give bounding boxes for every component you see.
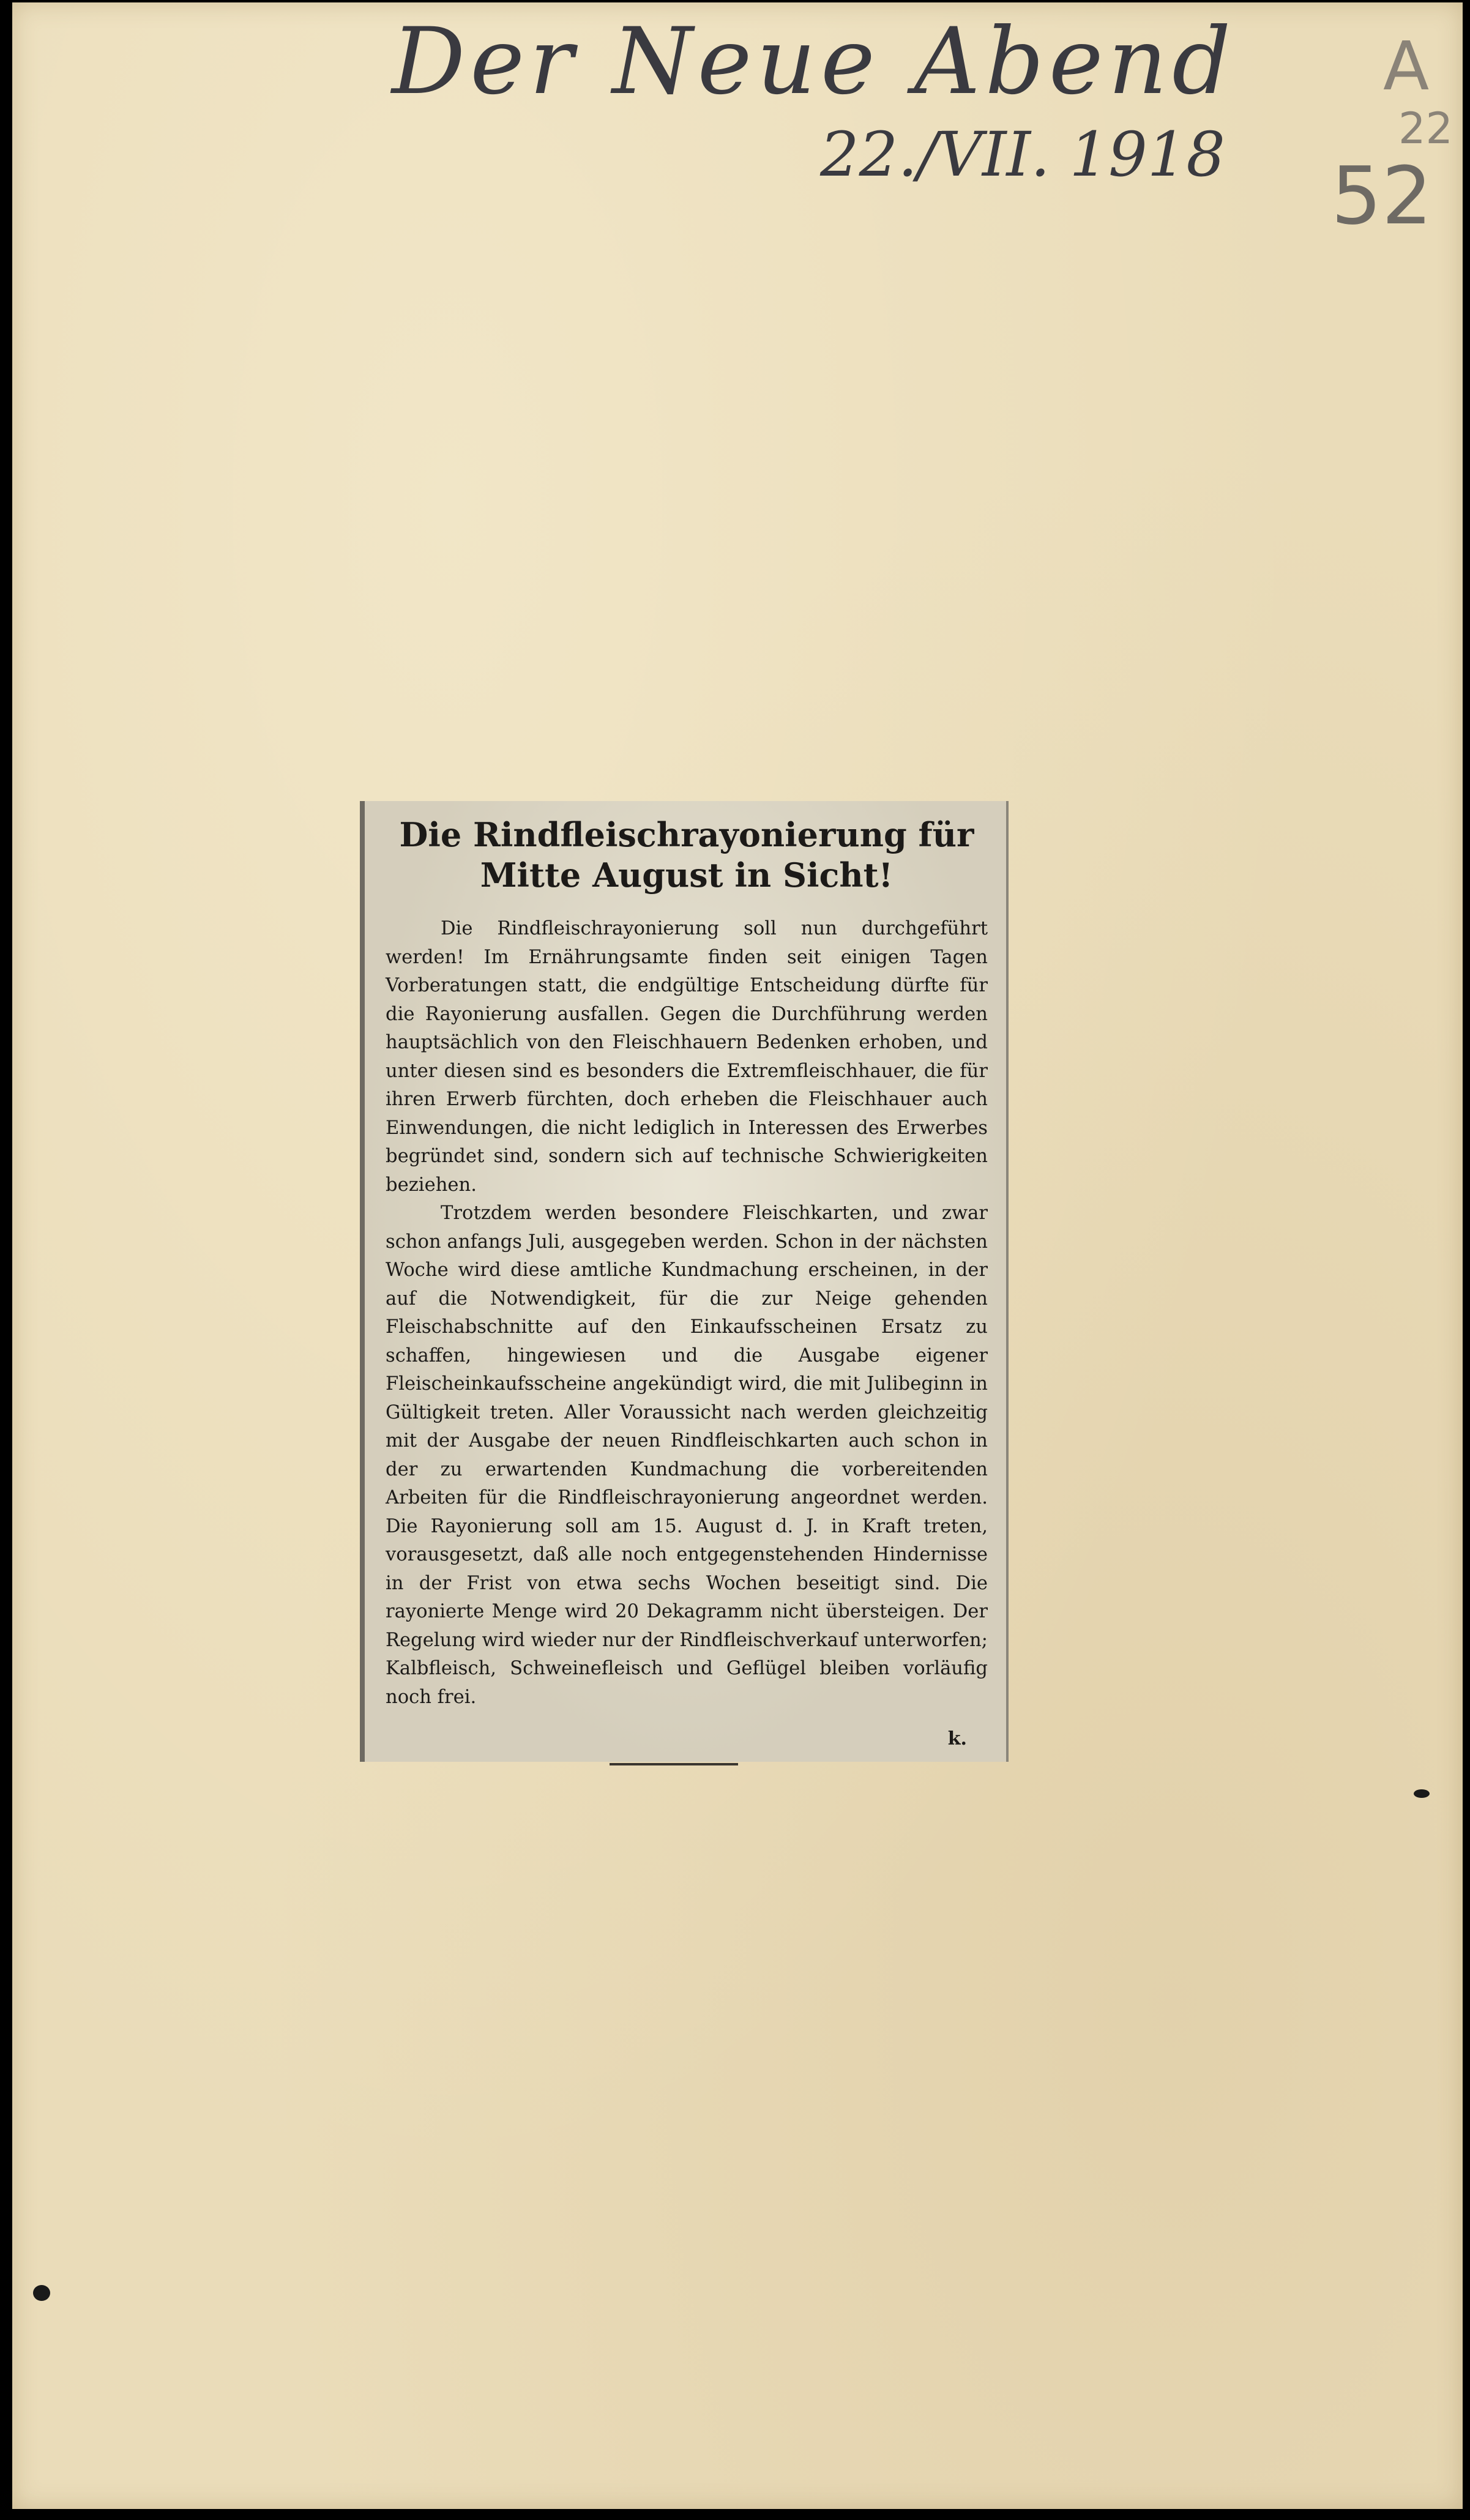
clipping-divider: [610, 1763, 738, 1765]
clipping-headline: Die Rindfleischrayonierung für Mitte August in Sicht!: [399, 815, 974, 895]
clipping-paragraph-2: Trotzdem werden besondere Fleischkarten, und zwar schon anfangs Juli, ausgegeben werden. Schon in der nächsten Woche wird diese amtliche Kundmachung erscheinen, in der auf die Notwendigkeit, für die zur Neige gehenden Fleischabschnitte auf den Einkaufsscheinen Ersatz zu schaffen, hingewiesen und die Ausgabe eigener Fleischeinkaufsscheine angekündigt wird, die mit Julibeginn in Gültigkeit treten. Aller Voraussicht nach werden gleichzeitig mit der Ausgabe der neuen Rindfleischkarten auch schon in der zu erwartenden Kundmachung die vorbereitenden Arbeiten für die Rindfleischrayonierung angeordnet werden. Die Rayonierung soll am 15. August d. J. in Kraft treten, vorausgesetzt, daß alle noch entgegenstehenden Hindernisse in der Frist von etwa sechs Wochen beseitigt sind. Die rayonierte Menge wird 20 Dekagramm nicht übersteigen. Der Regelung wird wieder nur der Rindfleischverkauf unterworfen; Kalbfleisch, Schweinefleisch und Geflügel bleiben vorläufig noch frei.: [386, 1202, 988, 1708]
paper-spot: [33, 2285, 50, 2301]
newspaper-clipping: [360, 801, 1009, 1762]
pencil-mark-number: 22: [1398, 103, 1453, 154]
clipping-signature: k.: [947, 1728, 967, 1750]
archive-sheet: [12, 2, 1463, 2509]
pencil-mark-letter: A: [1383, 27, 1430, 105]
handwritten-newspaper-title: Der Neue Abend: [392, 9, 1236, 115]
clipping-paragraph-1: Die Rindfleischrayonierung soll nun durchgeführt werden! Im Ernährungsamte finden seit einigen Tagen Vorberatungen statt, die endgültige Entscheidung dürfte für die Rayonierung ausfallen. Gegen die Durchführung werden hauptsächlich von den Fleischhauern Bedenken erhoben, und unter diesen sind es besonders die Extremfleischhauer, die für ihren Erwerb fürchten, doch erheben die Fleischhauer auch Einwendungen, die nicht lediglich in Interessen des Erwerbes begründet sind, sondern sich auf technische Schwierigkeiten beziehen.: [386, 918, 988, 1196]
paper-spot: [1414, 1789, 1430, 1798]
handwritten-date: 22./VII. 1918: [820, 119, 1226, 190]
pencil-folio-number: 52: [1331, 149, 1433, 242]
